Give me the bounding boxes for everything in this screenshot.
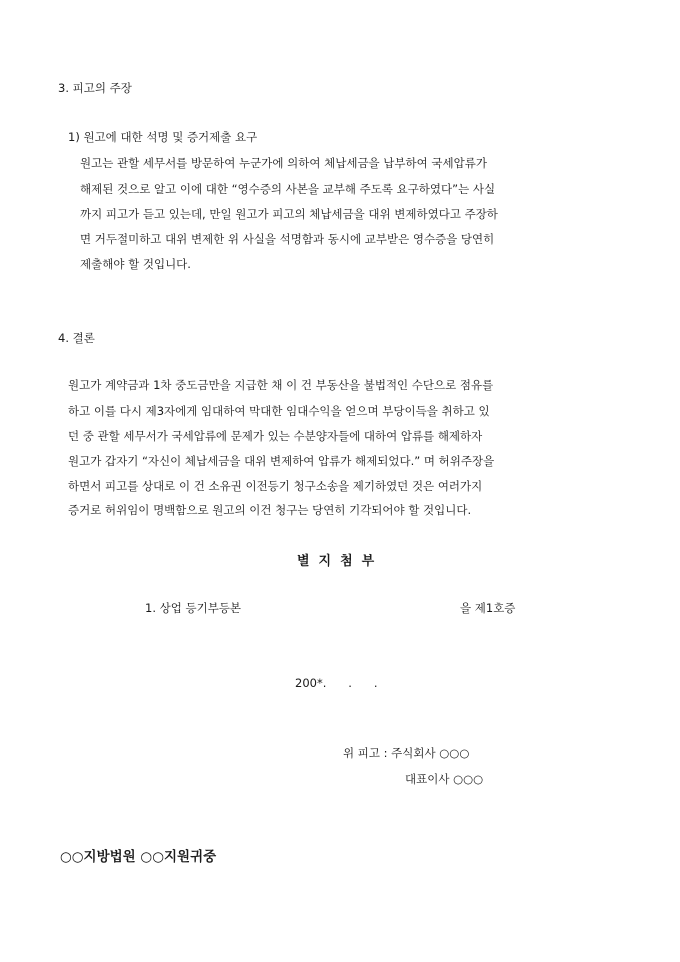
section-3-heading: 3. 피고의 주장: [58, 81, 132, 95]
paragraph-line: 던 중 관할 세무서가 국세압류에 문제가 있는 수분양자들에 대하여 압류를 해제하자: [68, 429, 483, 443]
attachment-item-label: 1. 상업 등기부등본: [145, 601, 242, 615]
paragraph-line: 원고는 관할 세무서를 방문하여 누군가에 의하여 체납세금을 납부하여 국세압류가: [80, 156, 487, 170]
court-addressee: ○○지방법원 ○○지원귀중: [60, 849, 217, 865]
attachment-title: 별지첨부: [297, 554, 384, 569]
representative-line: 대표이사 ○○○: [405, 772, 484, 786]
attachment-item-ref: 을 제1호증: [460, 601, 516, 615]
paragraph-line: 해제된 것으로 알고 이에 대한 “영수증의 사본을 교부해 주도록 요구하였다”는 사실: [80, 182, 496, 196]
section-3-subheading: 1) 원고에 대한 석명 및 증거제출 요구: [68, 130, 258, 144]
paragraph-line: 원고가 갑자기 “자신이 체납세금을 대위 변제하여 압류가 해제되었다.” 며 허위주장을: [68, 454, 495, 468]
section-4-heading: 4. 결론: [58, 331, 95, 345]
paragraph-line: 원고가 계약금과 1차 중도금만을 지급한 채 이 건 부동산을 불법적인 수단으로 점유를: [68, 378, 494, 392]
paragraph-line: 하면서 피고를 상대로 이 건 소유권 이전등기 청구소송을 제기하였던 것은 여러가지: [68, 479, 483, 493]
paragraph-line: 제출해야 할 것입니다.: [80, 257, 191, 271]
paragraph-line: 까지 피고가 듣고 있는데, 만일 원고가 피고의 체납세금을 대위 변제하였다고 주장하: [80, 207, 498, 221]
paragraph-line: 증거로 허위임이 명백함으로 원고의 이건 청구는 당연히 기각되어야 할 것입니다.: [68, 503, 472, 517]
paragraph-line: 면 거두절미하고 대위 변제한 위 사실을 석명함과 동시에 교부받은 영수증을 당연히: [80, 232, 495, 246]
defendant-signature-line: 위 피고 : 주식회사 ○○○: [343, 746, 470, 760]
paragraph-line: 하고 이를 다시 제3자에게 임대하여 막대한 임대수익을 얻으며 부당이득을 취하고 있: [68, 404, 490, 418]
document-date: 200*. . .: [295, 676, 378, 690]
